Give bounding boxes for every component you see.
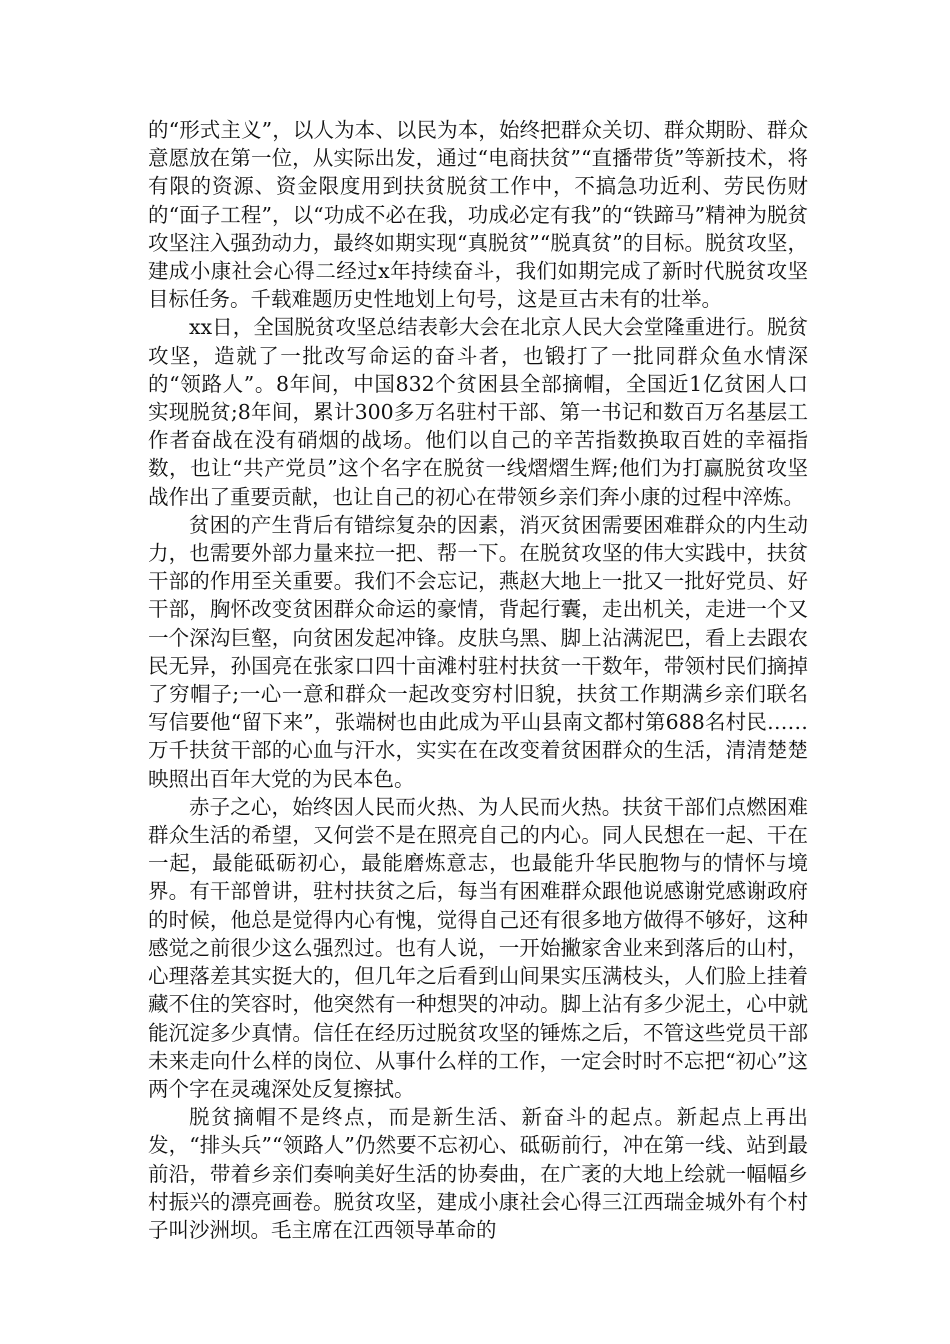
paragraph-4: 赤子之心，始终因人民而火热、为人民而火热。扶贫干部们点燃困难群众生活的希望，又何尝不是在照亮自己的内心。同人民想在一起、干在一起，最能砥砺初心，最能磨炼意志，也最能升华民胞物与的情怀与境界。有干部曾讲，驻村扶贫之后，每当有困难群众跟他说感谢党感谢政府的时候，他总是觉得内心有愧，觉得自己还有很多地方做得不够好，这种感觉之前很少这么强烈过。也有人说，一开始撇家舍业来到落后的山村，心理落差其实挺大的，但几年之后看到山间果实压满枝头，人们脸上挂着藏不住的笑容时，他突然有一种想哭的冲动。脚上沾有多少泥土，心中就能沉淀多少真情。信任在经历过脱贫攻坚的锤炼之后，不管这些党员干部未来走向什么样的岗位、从事什么样的工作，一定会时时不忘把“初心”这两个字在灵魂深处反复擦拭。 bbox=[148, 794, 808, 1101]
paragraph-2: xx日，全国脱贫攻坚总结表彰大会在北京人民大会堂隆重进行。脱贫攻坚，造就了一批改写命运的奋斗者，也锻打了一批同群众鱼水情深的“领路人”。8年间，中国832个贫困县全部摘帽，全国近1亿贫困人口实现脱贫;8年间，累计300多万名驻村干部、第一书记和数百万名基层工作者奋战在没有硝烟的战场。他们以自己的辛苦指数换取百姓的幸福指数，也让“共产党员”这个名字在脱贫一线熠熠生辉;他们为打赢脱贫攻坚战作出了重要贡献，也让自己的初心在带领乡亲们奔小康的过程中淬炼。 bbox=[148, 315, 808, 509]
paragraph-5: 脱贫摘帽不是终点，而是新生活、新奋斗的起点。新起点上再出发，“排头兵”“领路人”仍然要不忘初心、砥砺前行，冲在第一线、站到最前沿，带着乡亲们奏响美好生活的协奏曲，在广袤的大地上绘就一幅幅乡村振兴的漂亮画卷。脱贫攻坚，建成小康社会心得三江西瑞金城外有个村子叫沙洲坝。毛主席在江西领导革命的 bbox=[148, 1105, 808, 1242]
document-body bbox=[148, 116, 808, 1244]
paragraph-3: 贫困的产生背后有错综复杂的因素，消灭贫困需要困难群众的内生动力，也需要外部力量来拉一把、帮一下。在脱贫攻坚的伟大实践中，扶贫干部的作用至关重要。我们不会忘记，燕赵大地上一批又一批好党员、好干部，胸怀改变贫困群众命运的豪情，背起行囊，走出机关，走进一个又一个深沟巨壑，向贫困发起冲锋。皮肤乌黑、脚上沾满泥巴，看上去跟农民无异，孙国亮在张家口四十亩滩村驻村扶贫一干数年，带领村民们摘掉了穷帽子;一心一意和群众一起改变穷村旧貌，扶贫工作期满乡亲们联名写信要他“留下来”，张端树也由此成为平山县南文都村第688名村民……万千扶贫干部的心血与汗水，实实在在改变着贫困群众的生活，清清楚楚映照出百年大党的为民本色。 bbox=[148, 512, 808, 791]
paragraph-1: 的“形式主义”，以人为本、以民为本，始终把群众关切、群众期盼、群众意愿放在第一位，从实际出发，通过“电商扶贫”“直播带货”等新技术，将有限的资源、资金限度用到扶贫脱贫工作中，不搞急功近利、劳民伤财的“面子工程”，以“功成不必在我，功成必定有我”的“铁蹄马”精神为脱贫攻坚注入强劲动力，最终如期实现“真脱贫”“脱真贫”的目标。脱贫攻坚，建成小康社会心得二经过x年持续奋斗，我们如期完成了新时代脱贫攻坚目标任务。千载难题历史性地划上句号，这是亘古未有的壮举。 bbox=[148, 118, 808, 312]
